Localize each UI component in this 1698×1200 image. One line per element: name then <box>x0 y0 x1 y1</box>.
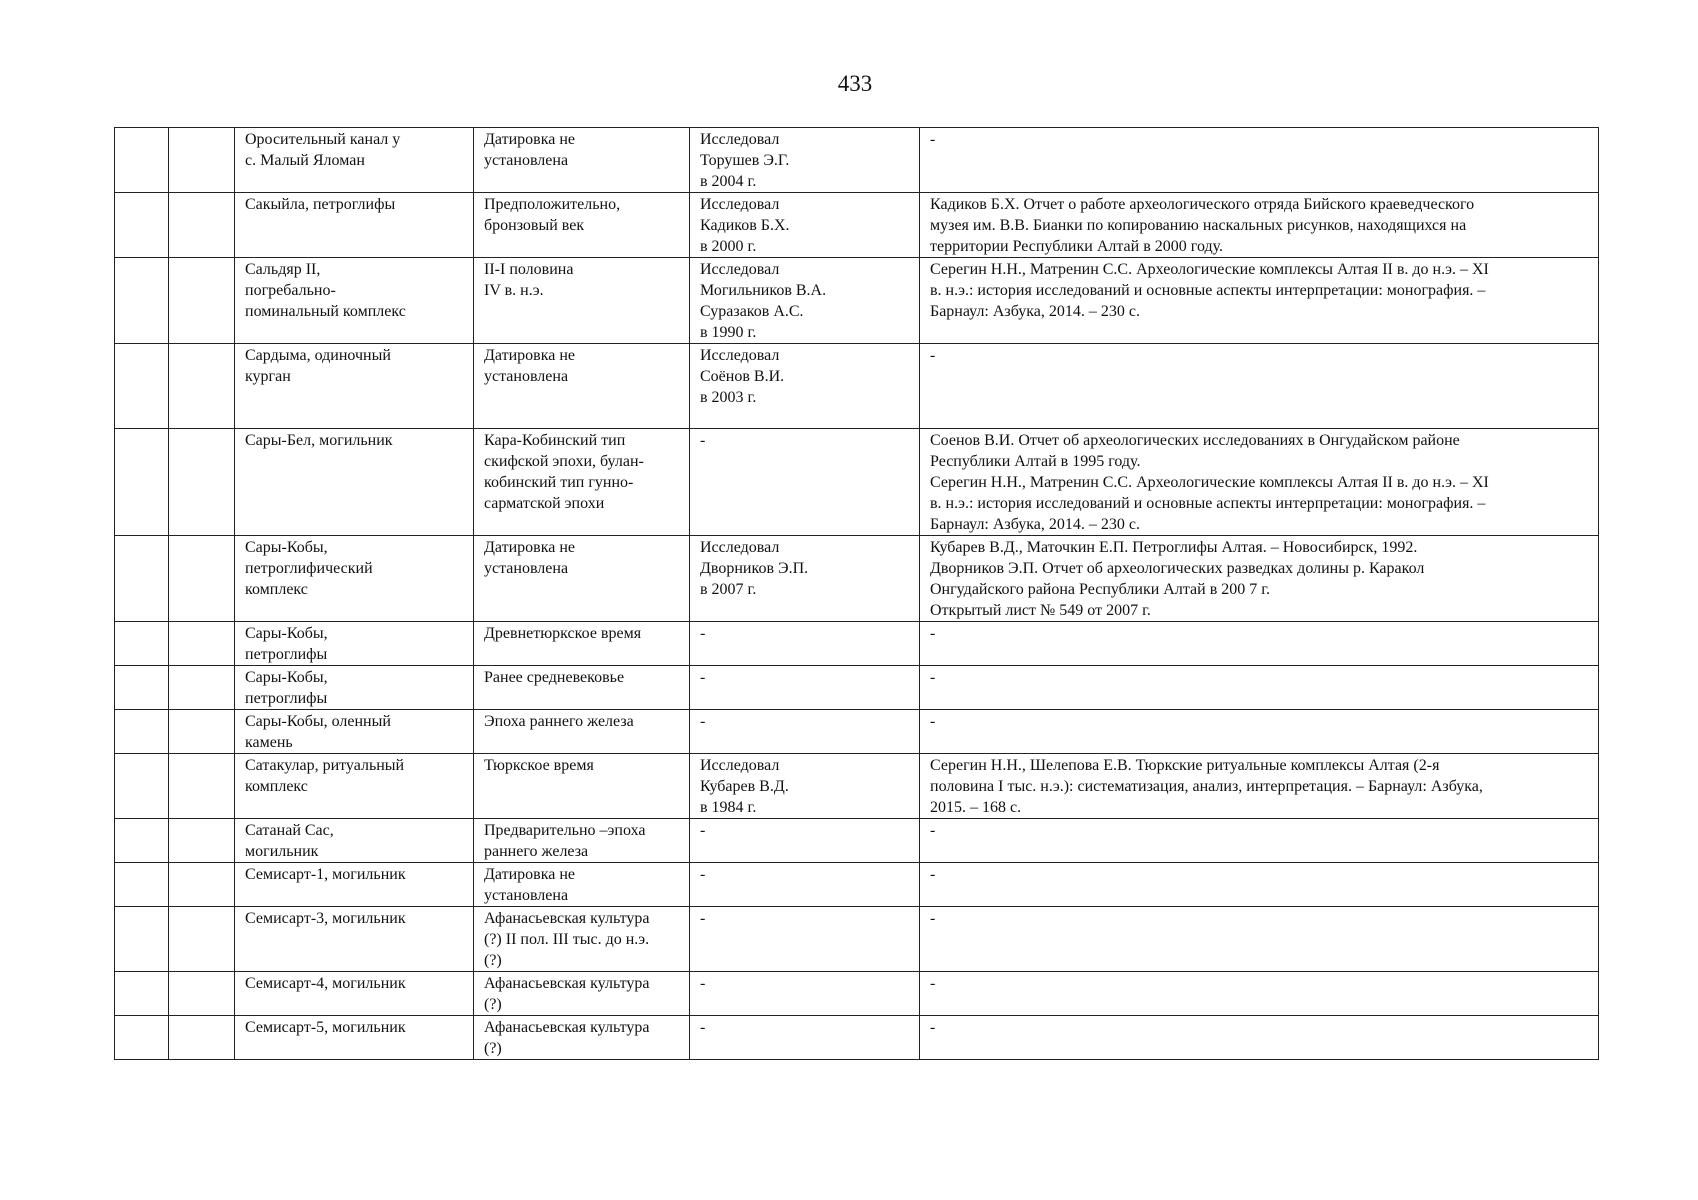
page-number: 433 <box>837 71 873 96</box>
cell-line: в 2003 г. <box>700 389 757 406</box>
cell-line: - <box>930 347 936 364</box>
cell-line: Кубарев В.Д. <box>700 778 789 795</box>
code-cell <box>169 666 235 710</box>
cell-line: Кадиков Б.Х. Отчет о работе археологического отряда Бийского краеведческого <box>930 196 1475 213</box>
cell-line: Сатакулар, ритуальный <box>245 757 405 774</box>
cell-line: Предположительно, <box>484 196 621 213</box>
cell-line: Исследовал <box>700 131 780 148</box>
dating-cell <box>474 344 690 429</box>
cell-line: IV в. н.э. <box>484 282 544 299</box>
cell-line: Кадиков Б.Х. <box>700 217 790 234</box>
dating-cell <box>474 193 690 258</box>
code-cell <box>169 972 235 1016</box>
cell-line: - <box>930 975 936 992</box>
cell-line: установлена <box>484 887 569 904</box>
cell-line: установлена <box>484 368 569 385</box>
site-name-cell <box>235 536 474 622</box>
dating-cell <box>474 907 690 972</box>
cell-line: Предварительно –эпоха <box>484 822 646 839</box>
cell-line: Серегин Н.Н., Шелепова Е.В. Тюркские ритуальные комплексы Алтая (2-я <box>930 757 1440 774</box>
literature-cell <box>920 710 1599 754</box>
site-name-cell <box>235 710 474 754</box>
code-cell <box>169 754 235 819</box>
site-name-cell <box>235 622 474 666</box>
cell-line: - <box>700 975 706 992</box>
cell-line: Сары-Кобы, <box>245 669 328 686</box>
cell-line: Республики Алтай в 1995 году. <box>930 453 1141 470</box>
cell-line: комплекс <box>245 581 308 598</box>
cell-line: могильник <box>245 843 319 860</box>
cell-line: Сары-Кобы, <box>245 539 328 556</box>
research-cell <box>690 258 920 344</box>
cell-line: Исследовал <box>700 539 780 556</box>
cell-line: Афанасьевская культура <box>484 910 650 927</box>
cell-line: Сатанай Сас, <box>245 822 334 839</box>
number-cell <box>115 972 169 1016</box>
cell-line: Датировка не <box>484 866 576 883</box>
cell-line: камень <box>245 734 293 751</box>
cell-line: в 1984 г. <box>700 799 757 816</box>
cell-line: Серегин Н.Н., Матренин С.С. Археологические комплексы Алтая II в. до н.э. – XI <box>930 261 1489 278</box>
cell-line: II-I половина <box>484 261 574 278</box>
cell-line: Дворников Э.П. Отчет об археологических разведках долины р. Каракол <box>930 560 1425 577</box>
research-cell <box>690 710 920 754</box>
literature-cell <box>920 863 1599 907</box>
cell-line: - <box>930 625 936 642</box>
number-cell <box>115 193 169 258</box>
site-name-cell <box>235 754 474 819</box>
cell-line: Древнетюркское время <box>484 625 642 642</box>
cell-line: Ранее средневековье <box>484 669 625 686</box>
code-cell <box>169 193 235 258</box>
literature-cell <box>920 907 1599 972</box>
cell-line: Дворников Э.П. <box>700 560 809 577</box>
cell-line: Тюркское время <box>484 757 594 774</box>
cell-line: Сакыйла, петроглифы <box>245 196 396 213</box>
cell-line: Датировка не <box>484 131 576 148</box>
literature-cell <box>920 1016 1599 1060</box>
research-cell <box>690 754 920 819</box>
cell-line: - <box>700 432 706 449</box>
cell-line: 2015. – 168 с. <box>930 799 1022 816</box>
table-row <box>115 429 1599 536</box>
literature-cell <box>920 193 1599 258</box>
research-cell <box>690 972 920 1016</box>
cell-line: Исследовал <box>700 757 780 774</box>
cell-line: музея им. В.В. Бианки по копированию наскальных рисунков, находящихся на <box>930 217 1467 234</box>
cell-line: - <box>700 1019 706 1036</box>
cell-line: в. н.э.: история исследований и основные аспекты интерпретации: монография. – <box>930 495 1486 512</box>
dating-cell <box>474 1016 690 1060</box>
code-cell <box>169 907 235 972</box>
cell-line: - <box>700 713 706 730</box>
cell-line: Соёнов В.И. <box>700 368 785 385</box>
code-cell <box>169 128 235 193</box>
number-cell <box>115 819 169 863</box>
number-cell <box>115 258 169 344</box>
literature-cell <box>920 344 1599 429</box>
cell-line: территории Республики Алтай в 2000 году. <box>930 238 1224 255</box>
cell-line: - <box>930 1019 936 1036</box>
cell-line: (?) <box>484 952 502 969</box>
cell-line: раннего железа <box>484 843 589 860</box>
research-cell <box>690 819 920 863</box>
site-name-cell <box>235 863 474 907</box>
site-name-cell <box>235 666 474 710</box>
cell-line: - <box>930 866 936 883</box>
code-cell <box>169 863 235 907</box>
cell-line: кобинский тип гунно- <box>484 474 634 491</box>
cell-line: - <box>700 625 706 642</box>
cell-line: - <box>930 910 936 927</box>
table-row <box>115 344 1599 429</box>
number-cell <box>115 128 169 193</box>
cell-line: Открытый лист № 549 от 2007 г. <box>930 602 1151 619</box>
cell-line: Сары-Бел, могильник <box>245 432 393 449</box>
cell-line: - <box>930 713 936 730</box>
table-row <box>115 907 1599 972</box>
cell-line: Серегин Н.Н., Матренин С.С. Археологические комплексы Алтая II в. до н.э. – XI <box>930 474 1489 491</box>
cell-line: Барнаул: Азбука, 2014. – 230 с. <box>930 516 1141 533</box>
table-row <box>115 819 1599 863</box>
number-cell <box>115 622 169 666</box>
dating-cell <box>474 622 690 666</box>
cell-line: Барнаул: Азбука, 2014. – 230 с. <box>930 303 1141 320</box>
research-cell <box>690 666 920 710</box>
cell-line: (?) <box>484 996 502 1013</box>
cell-line: половина I тыс. н.э.): систематизация, анализ, интерпретация. – Барнаул: Азбука, <box>930 778 1483 795</box>
cell-line: бронзовый век <box>484 217 585 234</box>
cell-line: с. Малый Яломан <box>245 152 365 169</box>
cell-line: Торушев Э.Г. <box>700 152 790 169</box>
cell-line: комплекс <box>245 778 308 795</box>
cell-line: Семисарт-3, могильник <box>245 910 406 927</box>
table-row <box>115 972 1599 1016</box>
cell-line: в. н.э.: история исследований и основные аспекты интерпретации: монография. – <box>930 282 1486 299</box>
cell-line: скифской эпохи, булан- <box>484 453 644 470</box>
number-cell <box>115 907 169 972</box>
literature-cell <box>920 258 1599 344</box>
research-cell <box>690 536 920 622</box>
cell-line: (?) II пол. III тыс. до н.э. <box>484 931 650 948</box>
cell-line: Суразаков А.С. <box>700 303 804 320</box>
site-name-cell <box>235 258 474 344</box>
code-cell <box>169 258 235 344</box>
site-name-cell <box>235 972 474 1016</box>
research-cell <box>690 1016 920 1060</box>
literature-cell <box>920 429 1599 536</box>
table-body <box>115 128 1599 1060</box>
literature-cell <box>920 128 1599 193</box>
cell-line: - <box>930 822 936 839</box>
research-cell <box>690 128 920 193</box>
cell-line: Сары-Кобы, оленный <box>245 713 391 730</box>
number-cell <box>115 536 169 622</box>
site-name-cell <box>235 128 474 193</box>
research-cell <box>690 863 920 907</box>
code-cell <box>169 344 235 429</box>
literature-cell <box>920 536 1599 622</box>
cell-line: Исследовал <box>700 347 780 364</box>
research-cell <box>690 622 920 666</box>
cell-line: петроглифы <box>245 690 328 707</box>
code-cell <box>169 429 235 536</box>
cell-line: Датировка не <box>484 347 576 364</box>
cell-line: - <box>700 822 706 839</box>
dating-cell <box>474 128 690 193</box>
cell-line: в 2007 г. <box>700 581 757 598</box>
cell-line: Сары-Кобы, <box>245 625 328 642</box>
cell-line: Сальдяр II, <box>245 261 321 278</box>
table-row <box>115 710 1599 754</box>
number-cell <box>115 754 169 819</box>
cell-line: Могильников В.А. <box>700 282 827 299</box>
cell-line: петроглифический <box>245 560 373 577</box>
table-row <box>115 536 1599 622</box>
table-row <box>115 754 1599 819</box>
table-row <box>115 128 1599 193</box>
research-cell <box>690 429 920 536</box>
cell-line: Афанасьевская культура <box>484 975 650 992</box>
number-cell <box>115 666 169 710</box>
cell-line: петроглифы <box>245 646 328 663</box>
cell-line: Датировка не <box>484 539 576 556</box>
table-row <box>115 622 1599 666</box>
code-cell <box>169 1016 235 1060</box>
site-name-cell <box>235 819 474 863</box>
cell-line: Онгудайского района Республики Алтай в 200 7 г. <box>930 581 1270 598</box>
dating-cell <box>474 972 690 1016</box>
number-cell <box>115 344 169 429</box>
cell-line: курган <box>245 368 291 385</box>
cell-line: - <box>700 910 706 927</box>
table-row <box>115 193 1599 258</box>
literature-cell <box>920 972 1599 1016</box>
cell-line: Оросительный канал у <box>245 131 401 148</box>
cell-line: Кара-Кобинский тип <box>484 432 626 449</box>
research-cell <box>690 907 920 972</box>
cell-line: в 2004 г. <box>700 173 757 190</box>
archaeology-registry-table <box>114 127 1599 1060</box>
dating-cell <box>474 258 690 344</box>
cell-line: Соенов В.И. Отчет об археологических исследованиях в Онгудайском районе <box>930 432 1460 449</box>
code-cell <box>169 622 235 666</box>
number-cell <box>115 429 169 536</box>
code-cell <box>169 710 235 754</box>
cell-line: установлена <box>484 560 569 577</box>
cell-line: - <box>930 131 936 148</box>
cell-line: погребально- <box>245 282 336 299</box>
cell-line: Сардыма, одиночный <box>245 347 391 364</box>
cell-line: поминальный комплекс <box>245 303 406 320</box>
code-cell <box>169 536 235 622</box>
cell-line: Исследовал <box>700 261 780 278</box>
cell-line: (?) <box>484 1040 502 1057</box>
cell-line: Семисарт-1, могильник <box>245 866 406 883</box>
cell-line: сарматской эпохи <box>484 495 605 512</box>
number-cell <box>115 710 169 754</box>
research-cell <box>690 344 920 429</box>
literature-cell <box>920 622 1599 666</box>
cell-line: установлена <box>484 152 569 169</box>
dating-cell <box>474 754 690 819</box>
literature-cell <box>920 666 1599 710</box>
table-row <box>115 666 1599 710</box>
cell-line: Кубарев В.Д., Маточкин Е.П. Петроглифы Алтая. – Новосибирск, 1992. <box>930 539 1418 556</box>
site-name-cell <box>235 193 474 258</box>
literature-cell <box>920 754 1599 819</box>
number-cell <box>115 1016 169 1060</box>
cell-line: Афанасьевская культура <box>484 1019 650 1036</box>
cell-line: - <box>700 866 706 883</box>
dating-cell <box>474 536 690 622</box>
number-cell <box>115 863 169 907</box>
cell-line: Семисарт-4, могильник <box>245 975 406 992</box>
cell-line: Исследовал <box>700 196 780 213</box>
research-cell <box>690 193 920 258</box>
table-row <box>115 863 1599 907</box>
code-cell <box>169 819 235 863</box>
site-name-cell <box>235 344 474 429</box>
cell-line: - <box>930 669 936 686</box>
table-row <box>115 258 1599 344</box>
dating-cell <box>474 429 690 536</box>
cell-line: в 2000 г. <box>700 238 757 255</box>
site-name-cell <box>235 429 474 536</box>
cell-line: Семисарт-5, могильник <box>245 1019 406 1036</box>
cell-line: Эпоха раннего железа <box>484 713 634 730</box>
dating-cell <box>474 666 690 710</box>
dating-cell <box>474 710 690 754</box>
cell-line: - <box>700 669 706 686</box>
dating-cell <box>474 819 690 863</box>
literature-cell <box>920 819 1599 863</box>
site-name-cell <box>235 1016 474 1060</box>
dating-cell <box>474 863 690 907</box>
table-row <box>115 1016 1599 1060</box>
site-name-cell <box>235 907 474 972</box>
cell-line: в 1990 г. <box>700 324 757 341</box>
